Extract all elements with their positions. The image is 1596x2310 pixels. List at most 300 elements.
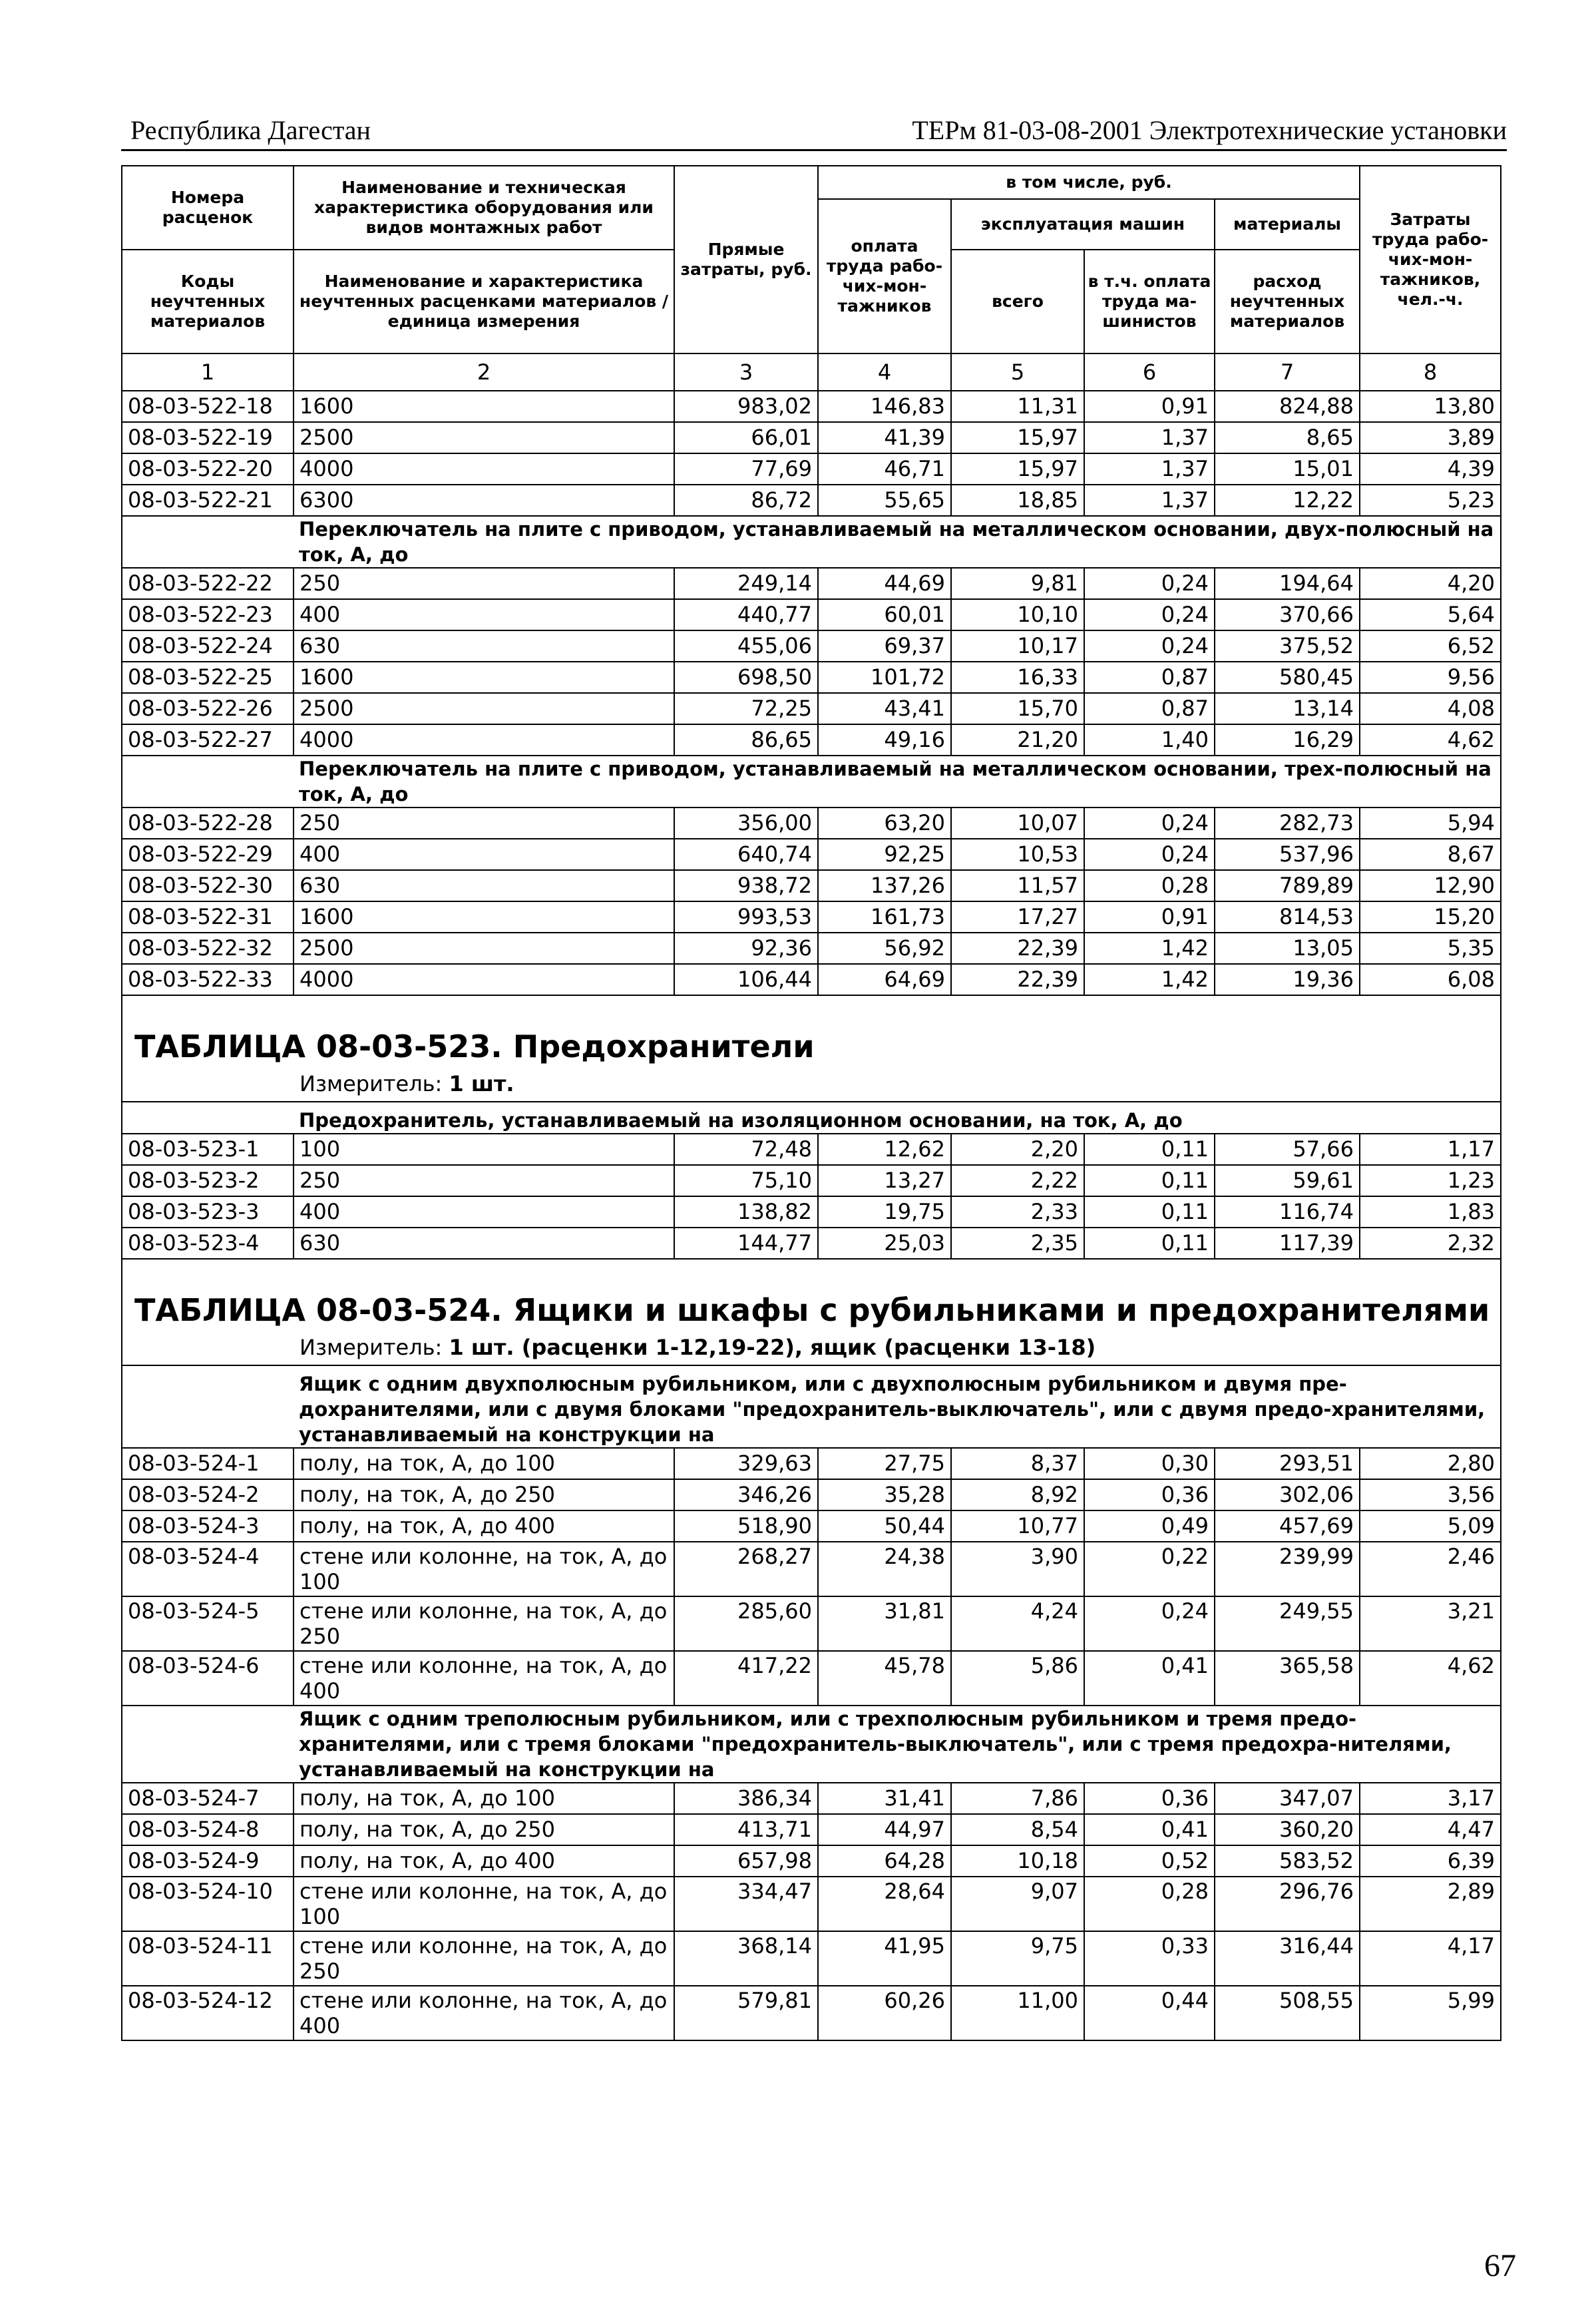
value-cell: 3,17 (1360, 1783, 1501, 1814)
value-cell: 45,78 (818, 1651, 951, 1706)
page-number: 67 (1484, 2248, 1516, 2283)
value-cell: 417,22 (674, 1651, 818, 1706)
value-cell: 0,44 (1084, 1986, 1215, 2040)
value-cell: 346,26 (674, 1479, 818, 1510)
value-cell: 5,94 (1360, 808, 1501, 839)
column-number: 7 (1215, 353, 1360, 391)
col-header-name: Наименование и техническая характеристика оборудования или видов монтажных работ (294, 166, 674, 250)
value-cell: 302,06 (1215, 1479, 1360, 1510)
table-row (122, 1542, 1501, 1596)
value-cell: 268,27 (674, 1542, 818, 1596)
group-row (122, 756, 1501, 808)
value-cell: 0,87 (1084, 693, 1215, 724)
value-cell: 360,20 (1215, 1814, 1360, 1845)
value-cell: 144,77 (674, 1228, 818, 1259)
value-cell: 43,41 (818, 693, 951, 724)
value-cell: 0,49 (1084, 1510, 1215, 1542)
value-cell: 16,29 (1215, 724, 1360, 756)
value-cell: 44,97 (818, 1814, 951, 1845)
value-cell: 0,52 (1084, 1845, 1215, 1877)
value-cell: 1,40 (1084, 724, 1215, 756)
rate-code: 08-03-524-8 (122, 1814, 294, 1845)
table-row (122, 630, 1501, 662)
value-cell: 0,33 (1084, 1931, 1215, 1986)
value-cell: 92,36 (674, 933, 818, 964)
value-cell: 19,36 (1215, 964, 1360, 995)
value-cell: 22,39 (951, 933, 1084, 964)
value-cell: 580,45 (1215, 662, 1360, 693)
value-cell: 4,47 (1360, 1814, 1501, 1845)
col-header-direct-costs: Прямые затраты, руб. (674, 166, 818, 353)
value-cell: 6,39 (1360, 1845, 1501, 1877)
value-cell: 1,83 (1360, 1196, 1501, 1228)
rate-code: 08-03-523-1 (122, 1134, 294, 1165)
value-cell: 239,99 (1215, 1542, 1360, 1596)
value-cell: 0,24 (1084, 1596, 1215, 1651)
rate-code: 08-03-524-9 (122, 1845, 294, 1877)
value-cell: 27,75 (818, 1448, 951, 1479)
group-title: Переключатель на плите с приводом, устанавливаемый на металлическом основании, трех-полюсный на ток, А, до (294, 756, 1501, 808)
group-title: Ящик с одним двухполюсным рубильником, или с двухполюсным рубильником и двумя пре-дохранителями, или с двумя блоками "предохранитель-выключатель", или с двумя предо-хранителями, устанавливаемый на конструкции на (294, 1365, 1501, 1448)
value-cell: 938,72 (674, 870, 818, 901)
column-number: 6 (1084, 353, 1215, 391)
rate-description: 630 (294, 870, 674, 901)
col-header-material-codes: Коды неучтенных материалов (122, 250, 294, 353)
rows-table-523 (122, 1134, 1501, 1259)
value-cell: 4,62 (1360, 1651, 1501, 1706)
value-cell: 0,36 (1084, 1479, 1215, 1510)
value-cell: 1,23 (1360, 1165, 1501, 1196)
header-region: Республика Дагестан (130, 115, 371, 145)
col-header-material-consumption: расход неучтенных материалов (1215, 250, 1360, 353)
table-row (122, 1651, 1501, 1706)
value-cell: 508,55 (1215, 1986, 1360, 2040)
rows-group-a (122, 391, 1501, 516)
value-cell: 66,01 (674, 422, 818, 453)
value-cell: 2,32 (1360, 1228, 1501, 1259)
value-cell: 0,11 (1084, 1165, 1215, 1196)
value-cell: 0,11 (1084, 1196, 1215, 1228)
rate-description: 4000 (294, 724, 674, 756)
rate-description: 630 (294, 1228, 674, 1259)
value-cell: 63,20 (818, 808, 951, 839)
group-title: Предохранитель, устанавливаемый на изоляционном основании, на ток, А, до (294, 1102, 1501, 1134)
value-cell: 69,37 (818, 630, 951, 662)
rate-code: 08-03-524-6 (122, 1651, 294, 1706)
rate-code: 08-03-522-33 (122, 964, 294, 995)
rate-description: 4000 (294, 453, 674, 485)
value-cell: 1,42 (1084, 964, 1215, 995)
value-cell: 4,17 (1360, 1931, 1501, 1986)
value-cell: 824,88 (1215, 391, 1360, 422)
value-cell: 4,62 (1360, 724, 1501, 756)
measure-value: 1 шт. (449, 1071, 514, 1096)
rate-code: 08-03-524-12 (122, 1986, 294, 2040)
group-title: Ящик с одним треполюсным рубильником, или с трехполюсным рубильником и тремя предо-хранителями, или с тремя блоками "предохранитель-выключатель", или с тремя предохра-нителями, устанавливаемый на конструкции на (294, 1706, 1501, 1783)
table-524-title: ТАБЛИЦА 08-03-524. Ящики и шкафы с рубильниками и предохранителями (122, 1259, 1501, 1329)
value-cell: 12,90 (1360, 870, 1501, 901)
col-header-machines: эксплуатация машин (951, 199, 1215, 250)
value-cell: 146,83 (818, 391, 951, 422)
measure-label: Измеритель: (299, 1071, 443, 1096)
header-document-code: ТЕРм 81-03-08-2001 Электротехнические установки (912, 115, 1507, 145)
value-cell: 6,52 (1360, 630, 1501, 662)
value-cell: 60,01 (818, 599, 951, 630)
value-cell: 0,28 (1084, 870, 1215, 901)
table-row (122, 1510, 1501, 1542)
value-cell: 72,25 (674, 693, 818, 724)
col-header-machines-total: всего (951, 250, 1084, 353)
value-cell: 7,86 (951, 1783, 1084, 1814)
value-cell: 22,39 (951, 964, 1084, 995)
col-header-codes: Номера расценок (122, 166, 294, 250)
column-number: 3 (674, 353, 818, 391)
table-row (122, 391, 1501, 422)
table-row (122, 933, 1501, 964)
col-header-wages: оплата труда рабо-чих-мон-тажников (818, 199, 951, 353)
value-cell: 2,20 (951, 1134, 1084, 1165)
value-cell: 41,95 (818, 1931, 951, 1986)
value-cell: 0,30 (1084, 1448, 1215, 1479)
rate-description: 6300 (294, 485, 674, 516)
page-header (121, 112, 1507, 151)
value-cell: 814,53 (1215, 901, 1360, 933)
rate-code: 08-03-522-18 (122, 391, 294, 422)
value-cell: 1,37 (1084, 422, 1215, 453)
value-cell: 296,76 (1215, 1877, 1360, 1931)
rate-description: стене или колонне, на ток, А, до 100 (294, 1877, 674, 1931)
rate-description: полу, на ток, А, до 250 (294, 1479, 674, 1510)
value-cell: 0,87 (1084, 662, 1215, 693)
value-cell: 16,33 (951, 662, 1084, 693)
rate-description: 2500 (294, 933, 674, 964)
value-cell: 35,28 (818, 1479, 951, 1510)
value-cell: 86,65 (674, 724, 818, 756)
value-cell: 1,17 (1360, 1134, 1501, 1165)
table-row (122, 662, 1501, 693)
rate-description: стене или колонне, на ток, А, до 400 (294, 1651, 674, 1706)
rate-code: 08-03-524-7 (122, 1783, 294, 1814)
column-number: 5 (951, 353, 1084, 391)
value-cell: 0,24 (1084, 630, 1215, 662)
rate-code: 08-03-522-25 (122, 662, 294, 693)
table-row (122, 1931, 1501, 1986)
value-cell: 657,98 (674, 1845, 818, 1877)
value-cell: 0,91 (1084, 391, 1215, 422)
value-cell: 50,44 (818, 1510, 951, 1542)
rate-description: стене или колонне, на ток, А, до 100 (294, 1542, 674, 1596)
table-row (122, 1134, 1501, 1165)
table-row (122, 1986, 1501, 2040)
value-cell: 161,73 (818, 901, 951, 933)
value-cell: 375,52 (1215, 630, 1360, 662)
value-cell: 0,11 (1084, 1228, 1215, 1259)
rate-code: 08-03-524-4 (122, 1542, 294, 1596)
rows-table-524-part1 (122, 1448, 1501, 1706)
value-cell: 2,35 (951, 1228, 1084, 1259)
value-cell: 3,21 (1360, 1596, 1501, 1651)
value-cell: 413,71 (674, 1814, 818, 1845)
rate-code: 08-03-524-2 (122, 1479, 294, 1510)
rate-code: 08-03-524-5 (122, 1596, 294, 1651)
value-cell: 31,81 (818, 1596, 951, 1651)
rate-code: 08-03-524-3 (122, 1510, 294, 1542)
table-523-title-row (122, 995, 1501, 1065)
value-cell: 15,97 (951, 422, 1084, 453)
table-524-measure-row (122, 1329, 1501, 1365)
value-cell: 101,72 (818, 662, 951, 693)
value-cell: 0,41 (1084, 1651, 1215, 1706)
table-head (122, 166, 1501, 353)
value-cell: 8,92 (951, 1479, 1084, 1510)
value-cell: 0,36 (1084, 1783, 1215, 1814)
rate-description: полу, на ток, А, до 100 (294, 1783, 674, 1814)
table-row (122, 599, 1501, 630)
value-cell: 455,06 (674, 630, 818, 662)
value-cell: 24,38 (818, 1542, 951, 1596)
value-cell: 5,09 (1360, 1510, 1501, 1542)
value-cell: 77,69 (674, 453, 818, 485)
value-cell: 138,82 (674, 1196, 818, 1228)
value-cell: 249,55 (1215, 1596, 1360, 1651)
value-cell: 6,08 (1360, 964, 1501, 995)
table-row (122, 485, 1501, 516)
rate-description: полу, на ток, А, до 100 (294, 1448, 674, 1479)
value-cell: 8,67 (1360, 839, 1501, 870)
table-523-measure-row (122, 1065, 1501, 1102)
value-cell: 457,69 (1215, 1510, 1360, 1542)
value-cell: 3,89 (1360, 422, 1501, 453)
value-cell: 8,54 (951, 1814, 1084, 1845)
table-row (122, 1196, 1501, 1228)
value-cell: 0,28 (1084, 1877, 1215, 1931)
value-cell: 75,10 (674, 1165, 818, 1196)
column-number: 2 (294, 353, 674, 391)
value-cell: 64,69 (818, 964, 951, 995)
rate-description: 4000 (294, 964, 674, 995)
value-cell: 4,39 (1360, 453, 1501, 485)
table-row (122, 1877, 1501, 1931)
value-cell: 11,31 (951, 391, 1084, 422)
value-cell: 56,92 (818, 933, 951, 964)
rate-description: полу, на ток, А, до 250 (294, 1814, 674, 1845)
value-cell: 25,03 (818, 1228, 951, 1259)
rate-description: 400 (294, 1196, 674, 1228)
rate-code: 08-03-522-23 (122, 599, 294, 630)
group-title: Переключатель на плите с приводом, устанавливаемый на металлическом основании, двух-полюсный на ток, А, до (294, 516, 1501, 568)
value-cell: 72,48 (674, 1134, 818, 1165)
table-row (122, 1165, 1501, 1196)
value-cell: 9,75 (951, 1931, 1084, 1986)
value-cell: 9,81 (951, 568, 1084, 599)
value-cell: 316,44 (1215, 1931, 1360, 1986)
column-number: 4 (818, 353, 951, 391)
value-cell: 640,74 (674, 839, 818, 870)
value-cell: 518,90 (674, 1510, 818, 1542)
rate-code: 08-03-523-3 (122, 1196, 294, 1228)
value-cell: 8,65 (1215, 422, 1360, 453)
rate-description: 400 (294, 599, 674, 630)
rows-group-b (122, 568, 1501, 756)
value-cell: 15,70 (951, 693, 1084, 724)
value-cell: 4,20 (1360, 568, 1501, 599)
value-cell: 0,24 (1084, 568, 1215, 599)
rate-code: 08-03-524-11 (122, 1931, 294, 1986)
value-cell: 579,81 (674, 1986, 818, 2040)
rate-code: 08-03-522-28 (122, 808, 294, 839)
rate-code: 08-03-522-26 (122, 693, 294, 724)
value-cell: 21,20 (951, 724, 1084, 756)
value-cell: 15,97 (951, 453, 1084, 485)
value-cell: 18,85 (951, 485, 1084, 516)
value-cell: 86,72 (674, 485, 818, 516)
value-cell: 983,02 (674, 391, 818, 422)
table-row (122, 453, 1501, 485)
value-cell: 28,64 (818, 1877, 951, 1931)
rate-description: 250 (294, 568, 674, 599)
value-cell: 44,69 (818, 568, 951, 599)
value-cell: 789,89 (1215, 870, 1360, 901)
rate-description: 2500 (294, 422, 674, 453)
rate-code: 08-03-523-2 (122, 1165, 294, 1196)
table-row (122, 1814, 1501, 1845)
table-row (122, 964, 1501, 995)
rate-code: 08-03-523-4 (122, 1228, 294, 1259)
value-cell: 5,99 (1360, 1986, 1501, 2040)
value-cell: 0,91 (1084, 901, 1215, 933)
column-number: 1 (122, 353, 294, 391)
value-cell: 13,80 (1360, 391, 1501, 422)
rate-description: полу, на ток, А, до 400 (294, 1845, 674, 1877)
table-row (122, 422, 1501, 453)
col-header-machinist-wages: в т.ч. оплата труда ма-шинистов (1084, 250, 1215, 353)
table-row (122, 1596, 1501, 1651)
value-cell: 334,47 (674, 1877, 818, 1931)
column-number: 8 (1360, 353, 1501, 391)
value-cell: 2,22 (951, 1165, 1084, 1196)
value-cell: 386,34 (674, 1783, 818, 1814)
rate-description: 400 (294, 839, 674, 870)
value-cell: 92,25 (818, 839, 951, 870)
value-cell: 440,77 (674, 599, 818, 630)
rate-code: 08-03-522-27 (122, 724, 294, 756)
value-cell: 59,61 (1215, 1165, 1360, 1196)
value-cell: 15,01 (1215, 453, 1360, 485)
rate-code: 08-03-522-19 (122, 422, 294, 453)
rate-description: 250 (294, 808, 674, 839)
value-cell: 583,52 (1215, 1845, 1360, 1877)
rate-code: 08-03-522-30 (122, 870, 294, 901)
value-cell: 0,24 (1084, 839, 1215, 870)
col-header-labor: Затраты труда рабо-чих-мон-тажников, чел.-ч. (1360, 166, 1501, 353)
rate-code: 08-03-522-32 (122, 933, 294, 964)
table-row (122, 1448, 1501, 1479)
value-cell: 31,41 (818, 1783, 951, 1814)
value-cell: 55,65 (818, 485, 951, 516)
table-row (122, 870, 1501, 901)
value-cell: 8,37 (951, 1448, 1084, 1479)
rate-description: 630 (294, 630, 674, 662)
value-cell: 15,20 (1360, 901, 1501, 933)
group-row (122, 1706, 1501, 1783)
value-cell: 5,23 (1360, 485, 1501, 516)
value-cell: 0,24 (1084, 808, 1215, 839)
rate-description: стене или колонне, на ток, А, до 250 (294, 1596, 674, 1651)
value-cell: 365,58 (1215, 1651, 1360, 1706)
value-cell: 11,57 (951, 870, 1084, 901)
value-cell: 106,44 (674, 964, 818, 995)
rate-code: 08-03-522-31 (122, 901, 294, 933)
value-cell: 993,53 (674, 901, 818, 933)
value-cell: 13,27 (818, 1165, 951, 1196)
value-cell: 10,53 (951, 839, 1084, 870)
value-cell: 46,71 (818, 453, 951, 485)
value-cell: 11,00 (951, 1986, 1084, 2040)
rate-code: 08-03-522-21 (122, 485, 294, 516)
value-cell: 19,75 (818, 1196, 951, 1228)
value-cell: 9,07 (951, 1877, 1084, 1931)
rate-description: стене или колонне, на ток, А, до 250 (294, 1931, 674, 1986)
table-row (122, 1845, 1501, 1877)
col-header-materials: материалы (1215, 199, 1360, 250)
value-cell: 5,64 (1360, 599, 1501, 630)
value-cell: 17,27 (951, 901, 1084, 933)
value-cell: 137,26 (818, 870, 951, 901)
col-header-material-name: Наименование и характеристика неучтенных расценками материалов / единица измерения (294, 250, 674, 353)
value-cell: 41,39 (818, 422, 951, 453)
rate-description: стене или колонне, на ток, А, до 400 (294, 1986, 674, 2040)
rate-code: 08-03-522-29 (122, 839, 294, 870)
value-cell: 368,14 (674, 1931, 818, 1986)
value-cell: 57,66 (1215, 1134, 1360, 1165)
value-cell: 64,28 (818, 1845, 951, 1877)
value-cell: 116,74 (1215, 1196, 1360, 1228)
value-cell: 12,62 (818, 1134, 951, 1165)
value-cell: 1,37 (1084, 453, 1215, 485)
table-row (122, 724, 1501, 756)
table-row (122, 1479, 1501, 1510)
table-524-title-row (122, 1259, 1501, 1329)
value-cell: 10,77 (951, 1510, 1084, 1542)
table-row (122, 901, 1501, 933)
value-cell: 293,51 (1215, 1448, 1360, 1479)
value-cell: 537,96 (1215, 839, 1360, 870)
value-cell: 285,60 (674, 1596, 818, 1651)
rate-code: 08-03-522-24 (122, 630, 294, 662)
value-cell: 9,56 (1360, 662, 1501, 693)
value-cell: 0,24 (1084, 599, 1215, 630)
rate-description: 2500 (294, 693, 674, 724)
rate-description: 1600 (294, 662, 674, 693)
measure-value: 1 шт. (расценки 1-12,19-22), ящик (расценки 13-18) (449, 1335, 1096, 1360)
value-cell: 2,80 (1360, 1448, 1501, 1479)
value-cell: 10,10 (951, 599, 1084, 630)
rate-code: 08-03-522-22 (122, 568, 294, 599)
value-cell: 0,11 (1084, 1134, 1215, 1165)
table-row (122, 839, 1501, 870)
col-header-including: в том числе, руб. (818, 166, 1360, 199)
value-cell: 282,73 (1215, 808, 1360, 839)
value-cell: 249,14 (674, 568, 818, 599)
value-cell: 3,56 (1360, 1479, 1501, 1510)
value-cell: 329,63 (674, 1448, 818, 1479)
rate-description: 100 (294, 1134, 674, 1165)
table-523-title: ТАБЛИЦА 08-03-523. Предохранители (122, 995, 1501, 1065)
value-cell: 698,50 (674, 662, 818, 693)
value-cell: 1,37 (1084, 485, 1215, 516)
value-cell: 4,08 (1360, 693, 1501, 724)
rate-code: 08-03-522-20 (122, 453, 294, 485)
